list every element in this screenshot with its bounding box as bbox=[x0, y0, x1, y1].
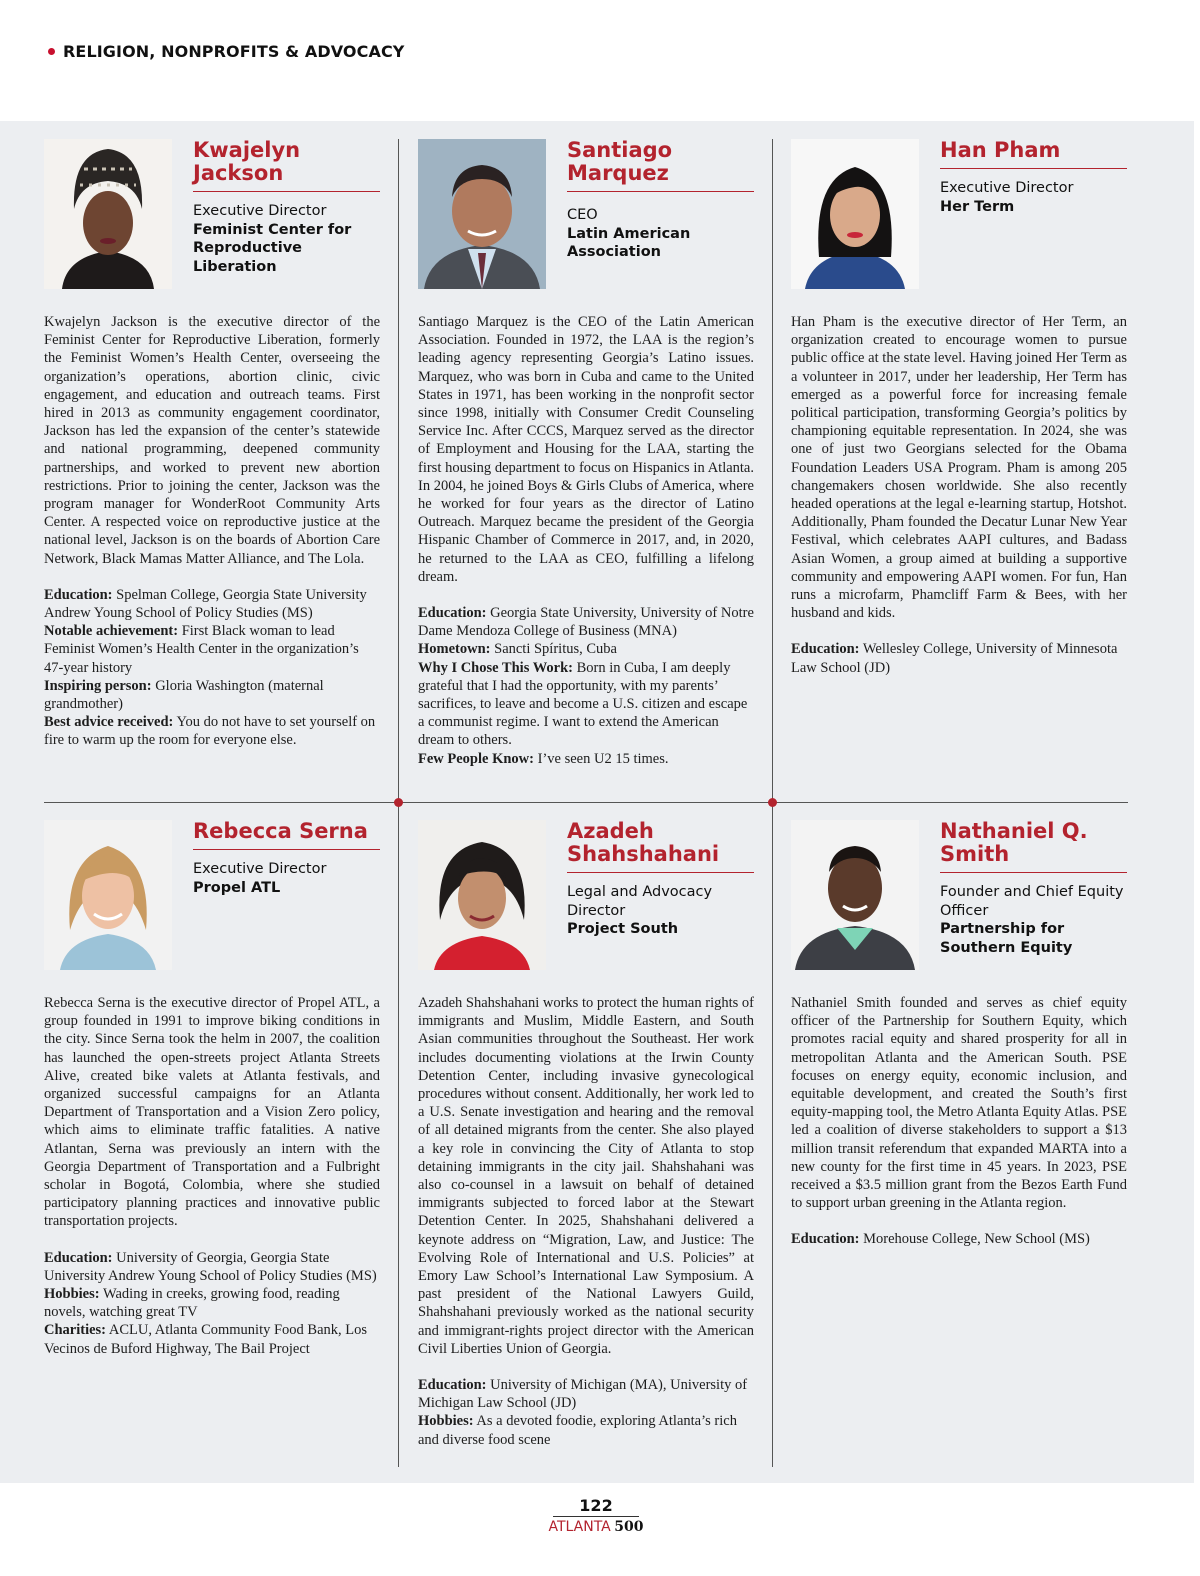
fact-label: Charities: bbox=[44, 1322, 107, 1339]
person-organization: Propel ATL bbox=[193, 879, 281, 896]
section-title: RELIGION, NONPROFITS & ADVOCACY bbox=[63, 42, 405, 61]
brand-logo bbox=[540, 1519, 652, 1536]
person-organization: Her Term bbox=[940, 198, 1015, 215]
fact-item bbox=[791, 1230, 1127, 1248]
fact-value: Wellesley College, University of Minnesota Law School (JD) bbox=[791, 641, 1118, 676]
fact-value: As a devoted foodie, exploring Atlanta’s rich and diverse food scene bbox=[418, 1413, 737, 1448]
fact-label: Education: bbox=[44, 1249, 113, 1266]
fact-value: University of Michigan (MA), University of Michigan Law School (JD) bbox=[418, 1377, 748, 1412]
fact-item bbox=[791, 640, 1127, 676]
fact-value: Born in Cuba, I am deeply grateful that I had the opportunity, with my parents’ sacrifices, to leave and become a U.S. citizen and escape a communist regime. I want to extend the American dream to others. bbox=[418, 659, 748, 749]
fact-label: Why I Chose This Work: bbox=[418, 659, 573, 676]
profile-card bbox=[791, 820, 1127, 1249]
fact-item bbox=[418, 604, 754, 640]
fact-item bbox=[418, 1376, 754, 1412]
brand-text: ATLANTA bbox=[548, 1519, 611, 1535]
fact-item bbox=[44, 677, 380, 713]
person-bio: Nathaniel Smith founded and serves as chief equity officer of the Partnership for Southern Equity, which promotes racial equity and shared prosperity for all in metropolitan Atlanta and the American South. PSE focuses on energy equity, economic inclusion, and equitable development, and created the South’s first equity-mapping tool, the Metro Atlanta Equity Atlas. PSE led a coalition of diverse stakeholders to support a $13 million transit referendum that expanded MARTA into a new county for the first time in 45 years. In 2023, PSE received a $3.5 million grant from the Bezos Earth Fund to support urban greening in the Atlanta region. bbox=[791, 995, 1127, 1212]
person-name: Rebecca Serna bbox=[193, 820, 380, 850]
person-organization: Latin American Association bbox=[567, 225, 691, 260]
fact-value: Spelman College, Georgia State University Andrew Young School of Policy Studies (MS) bbox=[44, 586, 367, 622]
fact-item bbox=[418, 640, 754, 658]
fact-item bbox=[418, 659, 754, 750]
person-name: Kwajelyn Jackson bbox=[193, 139, 380, 192]
profile-card bbox=[44, 820, 380, 1358]
person-role: Executive Director bbox=[940, 180, 1074, 196]
fact-list bbox=[418, 1376, 754, 1449]
fact-list bbox=[44, 1249, 380, 1358]
fact-label: Education: bbox=[418, 605, 487, 622]
person-role: Founder and Chief Equity Officer bbox=[940, 884, 1124, 919]
person-name: Santiago Marquez bbox=[567, 139, 754, 192]
fact-label: Education: bbox=[791, 641, 860, 658]
person-bio: Han Pham is the executive director of Her Term, an organization created to encourage women to pursue public office at the state level. Having joined Her Term as a volunteer in 2017, under her leadership, Her Term has emerged as a powerful force for increasing female political participation, transforming Georgia’s politics by championing equitable representation. In 2024, she was one of just two Georgians selected for the Obama Foundation Leaders USA Program. Pham is among 205 changemakers chosen worldwide. She also recently headed operations at the legal e-learning startup, Hotshot. Additionally, Pham founded the Decatur Lunar New Year Festival, which celebrates AAPI cultures, and Badass Asian Women, a group aimed at building a supportive community and empowering AAPI women. For fun, Han runs a microfarm, Phamcliff Farm & Bees, with her husband and kids. bbox=[791, 314, 1127, 622]
fact-item bbox=[44, 1285, 380, 1321]
fact-value: Sancti Spíritus, Cuba bbox=[494, 641, 617, 658]
fact-label: Best advice received: bbox=[44, 714, 174, 731]
fact-value: Morehouse College, New School (MS) bbox=[863, 1231, 1090, 1248]
section-header bbox=[48, 42, 405, 61]
fact-value: ACLU, Atlanta Community Food Bank, Los Vecinos de Buford Highway, The Bail Project bbox=[44, 1322, 368, 1357]
divider-dot bbox=[394, 798, 403, 807]
fact-label: Education: bbox=[791, 1231, 860, 1248]
fact-label: Inspiring person: bbox=[44, 677, 152, 694]
person-name: Han Pham bbox=[940, 139, 1127, 169]
person-organization: Partnership for Southern Equity bbox=[940, 921, 1073, 956]
fact-list bbox=[791, 640, 1127, 676]
fact-label: Hobbies: bbox=[418, 1413, 474, 1430]
person-role: Executive Director bbox=[193, 861, 327, 877]
fact-value: You do not have to set yourself on fire to warm up the room for everyone else. bbox=[44, 714, 376, 749]
fact-value: Georgia State University, University of Notre Dame Mendoza College of Business (MNA) bbox=[418, 605, 754, 640]
page-number: 122 bbox=[579, 1496, 613, 1515]
fact-item bbox=[44, 1249, 380, 1285]
fact-value: Wading in creeks, growing food, reading novels, watching great TV bbox=[44, 1286, 340, 1321]
person-bio: Rebecca Serna is the executive director of Propel ATL, a group founded in 1991 to improve biking conditions in the city. Since Serna took the helm in 2007, the coalition has launched the open-streets project Atlanta Streets Alive, created bike valets at Atlanta festivals, and organized successful campaigns for an Atlanta Department of Transportation and a Vision Zero policy, which aims to eliminate traffic fatalities. A native Atlantan, Serna was previously an intern with the Georgia Department of Transportation and a Fulbright scholar in Bogotá, Colombia, where she studied participatory planning practices and innovative public transportation projects. bbox=[44, 995, 380, 1230]
fact-value: Gloria Washington (maternal grandmother) bbox=[44, 677, 324, 713]
person-bio: Santiago Marquez is the CEO of the Latin American Association. Founded in 1972, the LAA is the region’s leading agency representing Georgia’s Latino issues. Marquez, who was born in Cuba and came to the United States in 1971, has been working in the nonprofit sector since 1998, initially with Consumer Credit Counseling Service Inc. After CCCS, Marquez served as the director of Employment and Housing for the LAA, starting the first housing department to focus on Hispanics in Atlanta. In 2004, he joined Boys & Girls Clubs of America, where he worked for four years as the director of Latino Outreach. Marquez became the president of the Georgia Hispanic Chamber of Commerce in 2017, and, in 2020, he returned to the LAA as CEO, fulfilling a lifelong dream. bbox=[418, 314, 754, 585]
brand-number: 500 bbox=[614, 1519, 644, 1535]
portrait-photo bbox=[44, 820, 172, 970]
person-organization: Project South bbox=[567, 921, 679, 937]
fact-item bbox=[418, 750, 754, 768]
fact-item bbox=[418, 1412, 754, 1448]
person-bio: Azadeh Shahshahani works to protect the human rights of immigrants and Muslim, Middle Eastern, and South Asian communities throughout the Southeast. Her work includes documenting violations at the Irwin County Detention Center, including invasive gynecological procedures without consent. Additionally, her work led to a U.S. Senate investigation and hearing and the removal of all detained migrants from the center. She also played a key role in convincing the City of Atlanta to stop detaining immigrants in the city jail. Shahshahani was also co-counsel in a lawsuit on behalf of detained immigrants subjected to forced labor at the Stewart Detention Center. In 2025, Shahshahani delivered a keynote address on “Migration, Law, and Justice: The Evolving Role of International and U.S. Policies” at Emory Law School’s International Law Symposium. A past president of the National Lawyers Guild, Shahshahani previously worked as the national security and immigrant-rights project director with the American Civil Liberties Union of Georgia. bbox=[418, 995, 754, 1357]
portrait-photo bbox=[44, 139, 172, 289]
profile-card bbox=[44, 139, 380, 750]
person-role: Executive Director bbox=[193, 203, 327, 219]
divider-dot bbox=[768, 798, 777, 807]
fact-label: Education: bbox=[44, 586, 113, 603]
fact-label: Education: bbox=[418, 1377, 487, 1394]
fact-list bbox=[418, 604, 754, 768]
footer-rule bbox=[553, 1516, 639, 1517]
fact-item bbox=[44, 713, 380, 749]
fact-value: First Black woman to lead Feminist Women’s Health Center in the organization’s 47-year history bbox=[44, 623, 359, 676]
profile-card bbox=[791, 139, 1127, 677]
fact-label: Hobbies: bbox=[44, 1286, 100, 1303]
fact-value: University of Georgia, Georgia State University Andrew Young School of Policy Studies (MS) bbox=[44, 1249, 377, 1284]
fact-list bbox=[791, 1230, 1127, 1248]
portrait-photo bbox=[791, 139, 919, 289]
person-role: CEO bbox=[567, 207, 598, 223]
person-bio: Kwajelyn Jackson is the executive director of the Feminist Center for Reproductive Liberation, formerly the Feminist Women’s Health Center, overseeing the organization’s operations, abortion clinic, civic engagement, and education and outreach teams. First hired in 2013 as community engagement coordinator, Jackson has led the expansion of the center’s statewide and national programming, deepened community partnerships, and worked to prevent new abortion restrictions. Prior to joining the center, Jackson was the program manager for WonderRoot Community Arts Center. A respected voice on reproductive justice at the national level, Jackson is on the boards of Abortion Care Network, Black Mamas Matter Alliance, and The Lola. bbox=[44, 314, 380, 567]
profile-card bbox=[418, 139, 754, 768]
profile-card bbox=[418, 820, 754, 1449]
person-name: Nathaniel Q. Smith bbox=[940, 820, 1127, 873]
fact-item bbox=[44, 622, 380, 677]
fact-label: Notable achievement: bbox=[44, 623, 179, 640]
portrait-photo bbox=[791, 820, 919, 970]
person-organization: Feminist Center for Reproductive Liberation bbox=[193, 221, 352, 275]
fact-item bbox=[44, 586, 380, 622]
person-name: Azadeh Shahshahani bbox=[567, 820, 754, 873]
fact-list bbox=[44, 586, 380, 750]
bullet-icon bbox=[48, 48, 55, 55]
portrait-photo bbox=[418, 139, 546, 289]
fact-value: I’ve seen U2 15 times. bbox=[537, 750, 669, 767]
person-role: Legal and Advocacy Director bbox=[567, 884, 713, 919]
row-divider bbox=[44, 802, 1128, 803]
portrait-photo bbox=[418, 820, 546, 970]
fact-label: Few People Know: bbox=[418, 750, 534, 767]
fact-label: Hometown: bbox=[418, 641, 491, 658]
profiles-panel bbox=[0, 121, 1194, 1483]
fact-item bbox=[44, 1321, 380, 1357]
